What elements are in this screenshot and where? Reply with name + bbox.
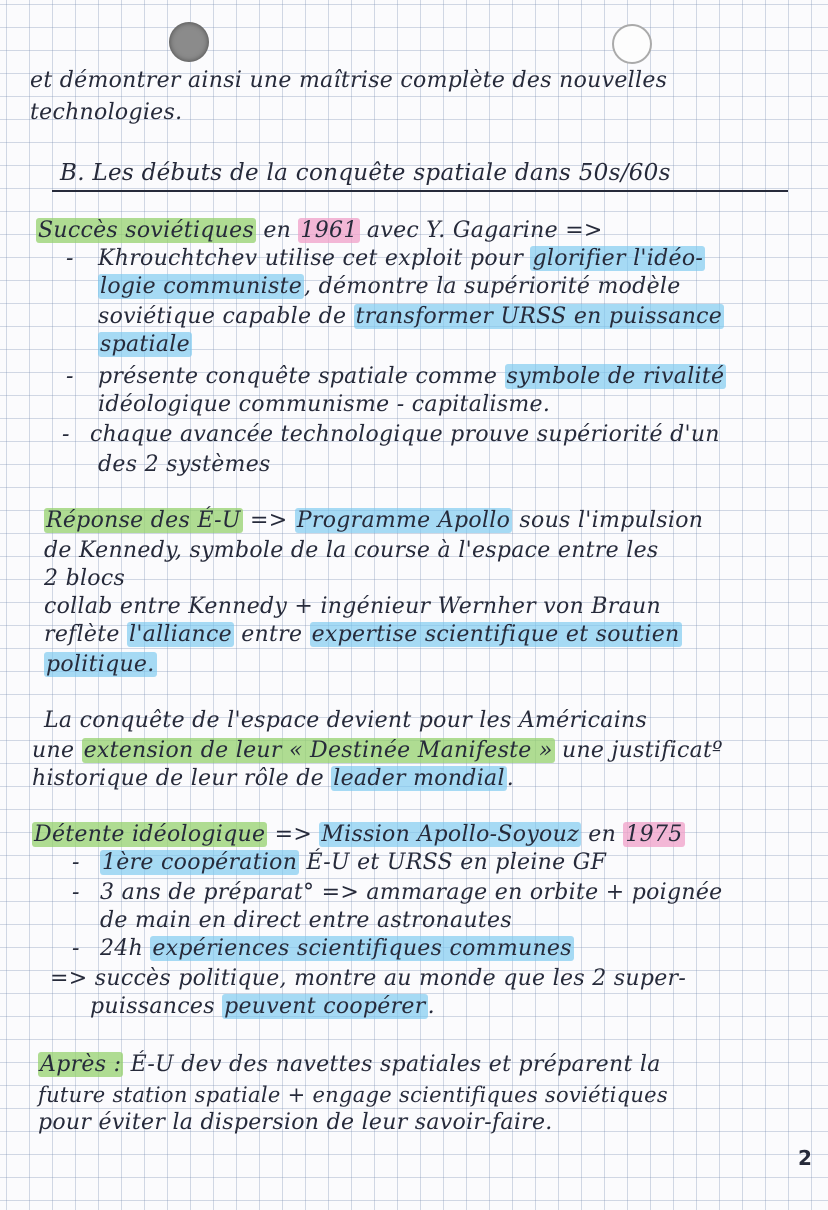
paragraph-line: Réponse des É-U => Programme Apollo sous l'impulsion	[46, 508, 704, 533]
bullet-line: Khrouchtchev utilise cet exploit pour glorifier l'idéo-	[98, 246, 704, 271]
highlight-blue: glorifier l'idéo-	[532, 246, 704, 271]
highlight-green: Détente idéologique	[34, 822, 266, 847]
highlight-blue: l'alliance	[129, 622, 232, 647]
binder-hole	[612, 24, 652, 64]
paragraph-line: collab entre Kennedy + ingénieur Wernher von Braun	[44, 594, 661, 619]
bullet-dash: -	[72, 880, 80, 905]
highlight-blue: expériences scientifiques communes	[152, 936, 572, 961]
bullet-dash: -	[72, 936, 80, 961]
paragraph-line: Succès soviétiques en 1961 avec Y. Gagarine =>	[38, 218, 603, 243]
highlight-blue: leader mondial	[333, 766, 505, 791]
paragraph-line: de Kennedy, symbole de la course à l'espace entre les	[44, 538, 659, 563]
bullet-line: 3 ans de préparat° => ammarage en orbite + poignée	[100, 880, 723, 905]
bullet-line: 1ère coopération É-U et URSS en pleine GF	[102, 850, 607, 875]
bullet-line: logie communiste, démontre la supériorité modèle	[100, 274, 681, 299]
highlight-blue: 1ère coopération	[102, 850, 298, 875]
paragraph-line: pour éviter la dispersion de leur savoir-faire.	[38, 1110, 553, 1135]
highlight-green: Réponse des É-U	[46, 508, 241, 533]
paragraph-line: Détente idéologique => Mission Apollo-Soyouz en 1975	[34, 822, 683, 847]
title-underline	[52, 190, 788, 192]
bullet-line: de main en direct entre astronautes	[100, 908, 512, 933]
paragraph-line: => succès politique, montre au monde que les 2 super-	[50, 966, 687, 991]
bullet-line: idéologique communisme - capitalisme.	[98, 392, 551, 417]
paragraph-line: Après : É-U dev des navettes spatiales et préparent la	[40, 1052, 661, 1077]
highlight-blue: expertise scientifique et soutien	[311, 622, 680, 647]
binder-hole	[169, 22, 209, 62]
highlight-pink: 1961	[300, 218, 358, 243]
highlight-blue: spatiale	[100, 332, 190, 357]
highlight-blue: logie communiste	[100, 274, 303, 299]
page-number: 2	[798, 1146, 812, 1170]
bullet-dash: -	[66, 246, 74, 271]
bullet-line: présente conquête spatiale comme symbole de rivalité	[98, 364, 725, 389]
highlight-green: extension de leur « Destinée Manifeste »	[83, 738, 553, 763]
bullet-line: 24h expériences scientifiques communes	[100, 936, 572, 961]
intro-line: et démontrer ainsi une maîtrise complète des nouvelles	[30, 68, 668, 93]
section-title: B. Les débuts de la conquête spatiale dans 50s/60s	[60, 160, 671, 186]
highlight-blue: politique.	[46, 652, 155, 677]
bullet-line: chaque avancée technologique prouve supériorité d'un	[90, 422, 720, 447]
intro-line: technologies.	[30, 100, 183, 125]
highlight-green: Après :	[40, 1052, 122, 1077]
paragraph-line: reflète l'alliance entre expertise scientifique et soutien	[44, 622, 680, 647]
bullet-line: soviétique capable de transformer URSS en puissance	[98, 304, 723, 329]
paragraph-line: future station spatiale + engage scientifiques soviétiques	[38, 1083, 668, 1107]
highlight-blue: transformer URSS en puissance	[355, 304, 723, 329]
highlight-blue: symbole de rivalité	[506, 364, 725, 389]
bullet-dash: -	[66, 364, 74, 389]
highlight-pink: 1975	[625, 822, 683, 847]
paragraph-line: historique de leur rôle de leader mondial.	[32, 766, 515, 791]
highlight-green: Succès soviétiques	[38, 218, 255, 243]
highlight-blue: peuvent coopérer	[224, 994, 426, 1019]
paragraph-line	[44, 652, 157, 678]
bullet-line: des 2 systèmes	[98, 452, 271, 477]
bullet-dash: -	[62, 422, 70, 447]
paragraph-line: une extension de leur « Destinée Manifeste » une justificatº	[32, 738, 723, 763]
paragraph-line: puissances peuvent coopérer.	[90, 994, 435, 1019]
paragraph-line: 2 blocs	[44, 566, 126, 591]
paragraph-line: La conquête de l'espace devient pour les Américains	[44, 708, 648, 733]
highlight-blue: Mission Apollo-Soyouz	[321, 822, 579, 847]
bullet-dash: -	[72, 850, 80, 875]
bullet-line	[98, 332, 192, 358]
highlight-blue: Programme Apollo	[296, 508, 511, 533]
